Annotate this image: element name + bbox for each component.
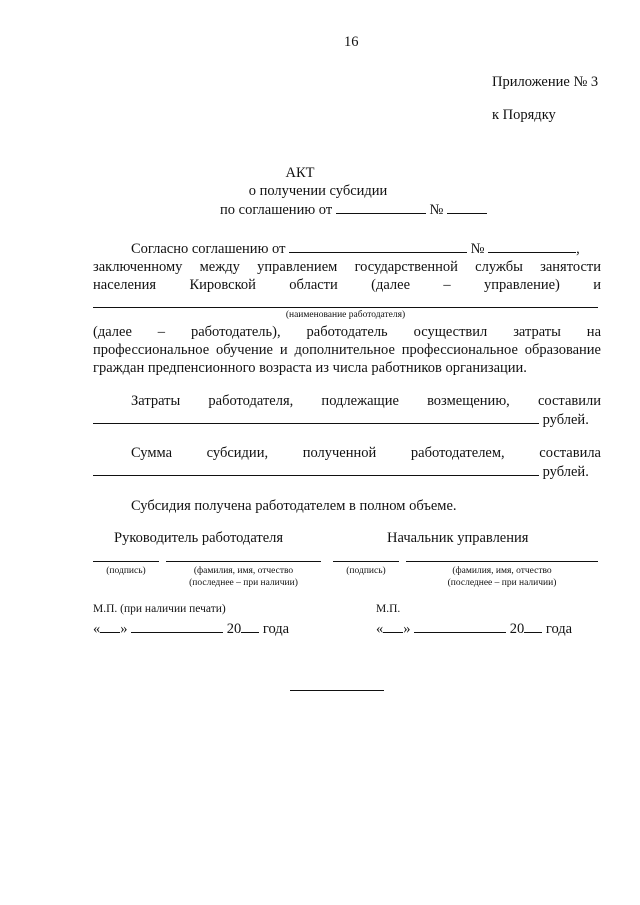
p1-line1 — [131, 240, 580, 258]
p1-date-field[interactable] — [289, 240, 467, 253]
left-date-row — [93, 620, 289, 638]
left-month-field[interactable] — [131, 620, 223, 633]
right-year-field[interactable] — [524, 620, 542, 633]
left-year-suffix: года — [262, 621, 290, 637]
right-date-open-quote: « — [376, 621, 384, 637]
right-year-suffix: года — [545, 621, 573, 637]
agreement-prefix: по соглашению от — [220, 202, 333, 218]
right-month-field[interactable] — [414, 620, 506, 633]
page-number: 16 — [344, 34, 359, 50]
p3-unit: рублей. — [542, 412, 589, 428]
left-name-caption-1: (фамилия, имя, отчество — [193, 566, 294, 576]
subsidy-amount-field[interactable] — [93, 463, 539, 476]
p2-line3: граждан предпенсионного возраста из числа работников организации. — [93, 360, 527, 376]
left-signature-caption: (подпись) — [106, 566, 146, 576]
p4-unit: рублей. — [542, 464, 589, 480]
p2-line1: (далее – работодатель), работодатель осуществил затраты на — [93, 324, 601, 340]
p4-line1: Сумма субсидии, полученной работодателем, составила — [131, 445, 601, 461]
right-name-caption-1: (фамилия, имя, отчество — [452, 566, 552, 576]
left-year-prefix: 20 — [226, 621, 242, 637]
right-signatory-title: Начальник управления — [387, 530, 529, 546]
agreement-date-field[interactable] — [336, 201, 426, 214]
employer-caption: (наименование работодателя) — [285, 310, 406, 320]
right-day-field[interactable] — [383, 620, 403, 633]
p5-text: Субсидия получена работодателем в полном объеме. — [131, 498, 457, 514]
appendix-title: Приложение № 3 — [492, 74, 599, 90]
left-name-caption-2: (последнее – при наличии) — [189, 578, 298, 588]
left-stamp-label: М.П. (при наличии печати) — [93, 603, 226, 615]
left-date-close-quote: » — [120, 621, 128, 637]
agreement-number-field[interactable] — [447, 201, 487, 214]
left-day-field[interactable] — [100, 620, 120, 633]
p3-amount-row — [93, 411, 589, 429]
p3-line1: Затраты работодателя, подлежащие возмещению, составили — [131, 393, 601, 409]
left-signatory-title: Руководитель работодателя — [114, 530, 284, 546]
right-stamp-label: М.П. — [376, 603, 401, 615]
p1-number-sign: № — [470, 241, 485, 257]
right-date-close-quote: » — [403, 621, 411, 637]
left-signature-field[interactable] — [93, 561, 159, 562]
agreement-line — [220, 201, 487, 219]
right-year-prefix: 20 — [509, 621, 525, 637]
p1-line1-text: Согласно соглашению от — [131, 241, 286, 257]
p1-line3: населения Кировской области (далее – управление) и — [93, 277, 601, 293]
agreement-number-sign: № — [429, 202, 444, 218]
closing-rule — [290, 690, 384, 691]
p4-amount-row — [93, 463, 589, 481]
document-subtitle: о получении субсидии — [248, 183, 388, 199]
document-title: АКТ — [285, 165, 315, 181]
right-name-caption-2: (последнее – при наличии) — [447, 578, 557, 588]
appendix-reference: к Порядку — [492, 107, 556, 123]
p1-comma: , — [576, 241, 580, 257]
right-name-field[interactable] — [406, 561, 598, 562]
right-signature-caption: (подпись) — [346, 566, 386, 576]
left-name-field[interactable] — [166, 561, 321, 562]
p2-line2: профессиональное обучение и дополнительное профессиональное образование — [93, 342, 601, 358]
employer-name-field[interactable] — [93, 307, 598, 308]
right-date-row — [376, 620, 572, 638]
left-date-open-quote: « — [93, 621, 101, 637]
right-signature-field[interactable] — [333, 561, 399, 562]
p1-line2: заключенному между управлением государственной службы занятости — [93, 259, 601, 275]
left-year-field[interactable] — [241, 620, 259, 633]
p1-number-field[interactable] — [488, 240, 576, 253]
expenses-amount-field[interactable] — [93, 411, 539, 424]
